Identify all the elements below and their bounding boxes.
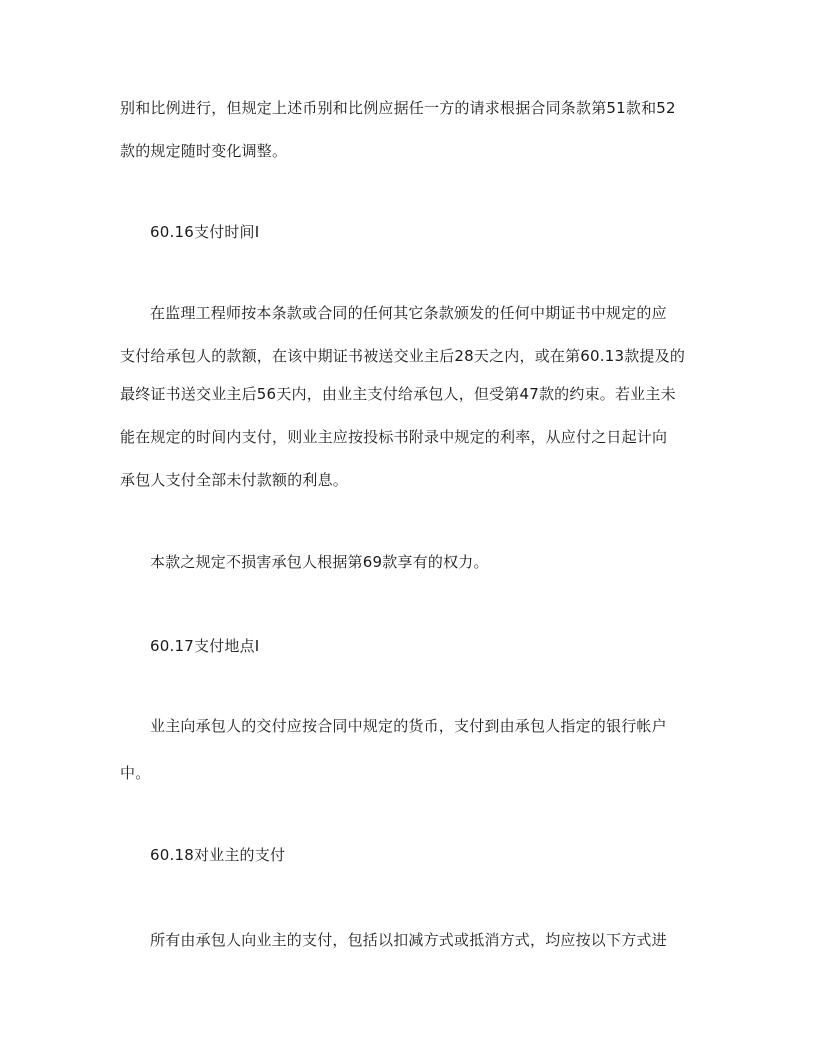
paragraph-line: 款的规定随时变化调整。 <box>120 142 288 160</box>
paragraph-line: 在监理工程师按本条款或合同的任何其它条款颁发的任何中期证书中规定的应 <box>150 304 667 322</box>
section-heading: 60.16支付时间I <box>150 223 260 241</box>
paragraph-line: 能在规定的时间内支付，则业主应按投标书附录中规定的利率，从应付之日起计向 <box>120 428 668 446</box>
section-heading: 60.17支付地点I <box>150 637 260 655</box>
section-heading: 60.18对业主的支付 <box>150 846 286 864</box>
paragraph-line: 承包人支付全部未付款额的利息。 <box>120 471 349 489</box>
paragraph-line: 别和比例进行，但规定上述币别和比例应据任一方的请求根据合同条款第51款和52 <box>120 99 676 117</box>
paragraph-line: 中。 <box>120 764 151 782</box>
paragraph-line: 支付给承包人的款额，在该中期证书被送交业主后28天之内，或在第60.13款提及的 <box>120 347 686 365</box>
paragraph-line: 本款之规定不损害承包人根据第69款享有的权力。 <box>150 553 489 571</box>
paragraph-line: 最终证书送交业主后56天内，由业主支付给承包人，但受第47款的约束。若业主未 <box>120 385 676 403</box>
paragraph-line: 业主向承包人的交付应按合同中规定的货币，支付到由承包人指定的银行帐户 <box>150 717 667 735</box>
paragraph-line: 所有由承包人向业主的支付，包括以扣减方式或抵消方式，均应按以下方式进 <box>150 931 667 949</box>
